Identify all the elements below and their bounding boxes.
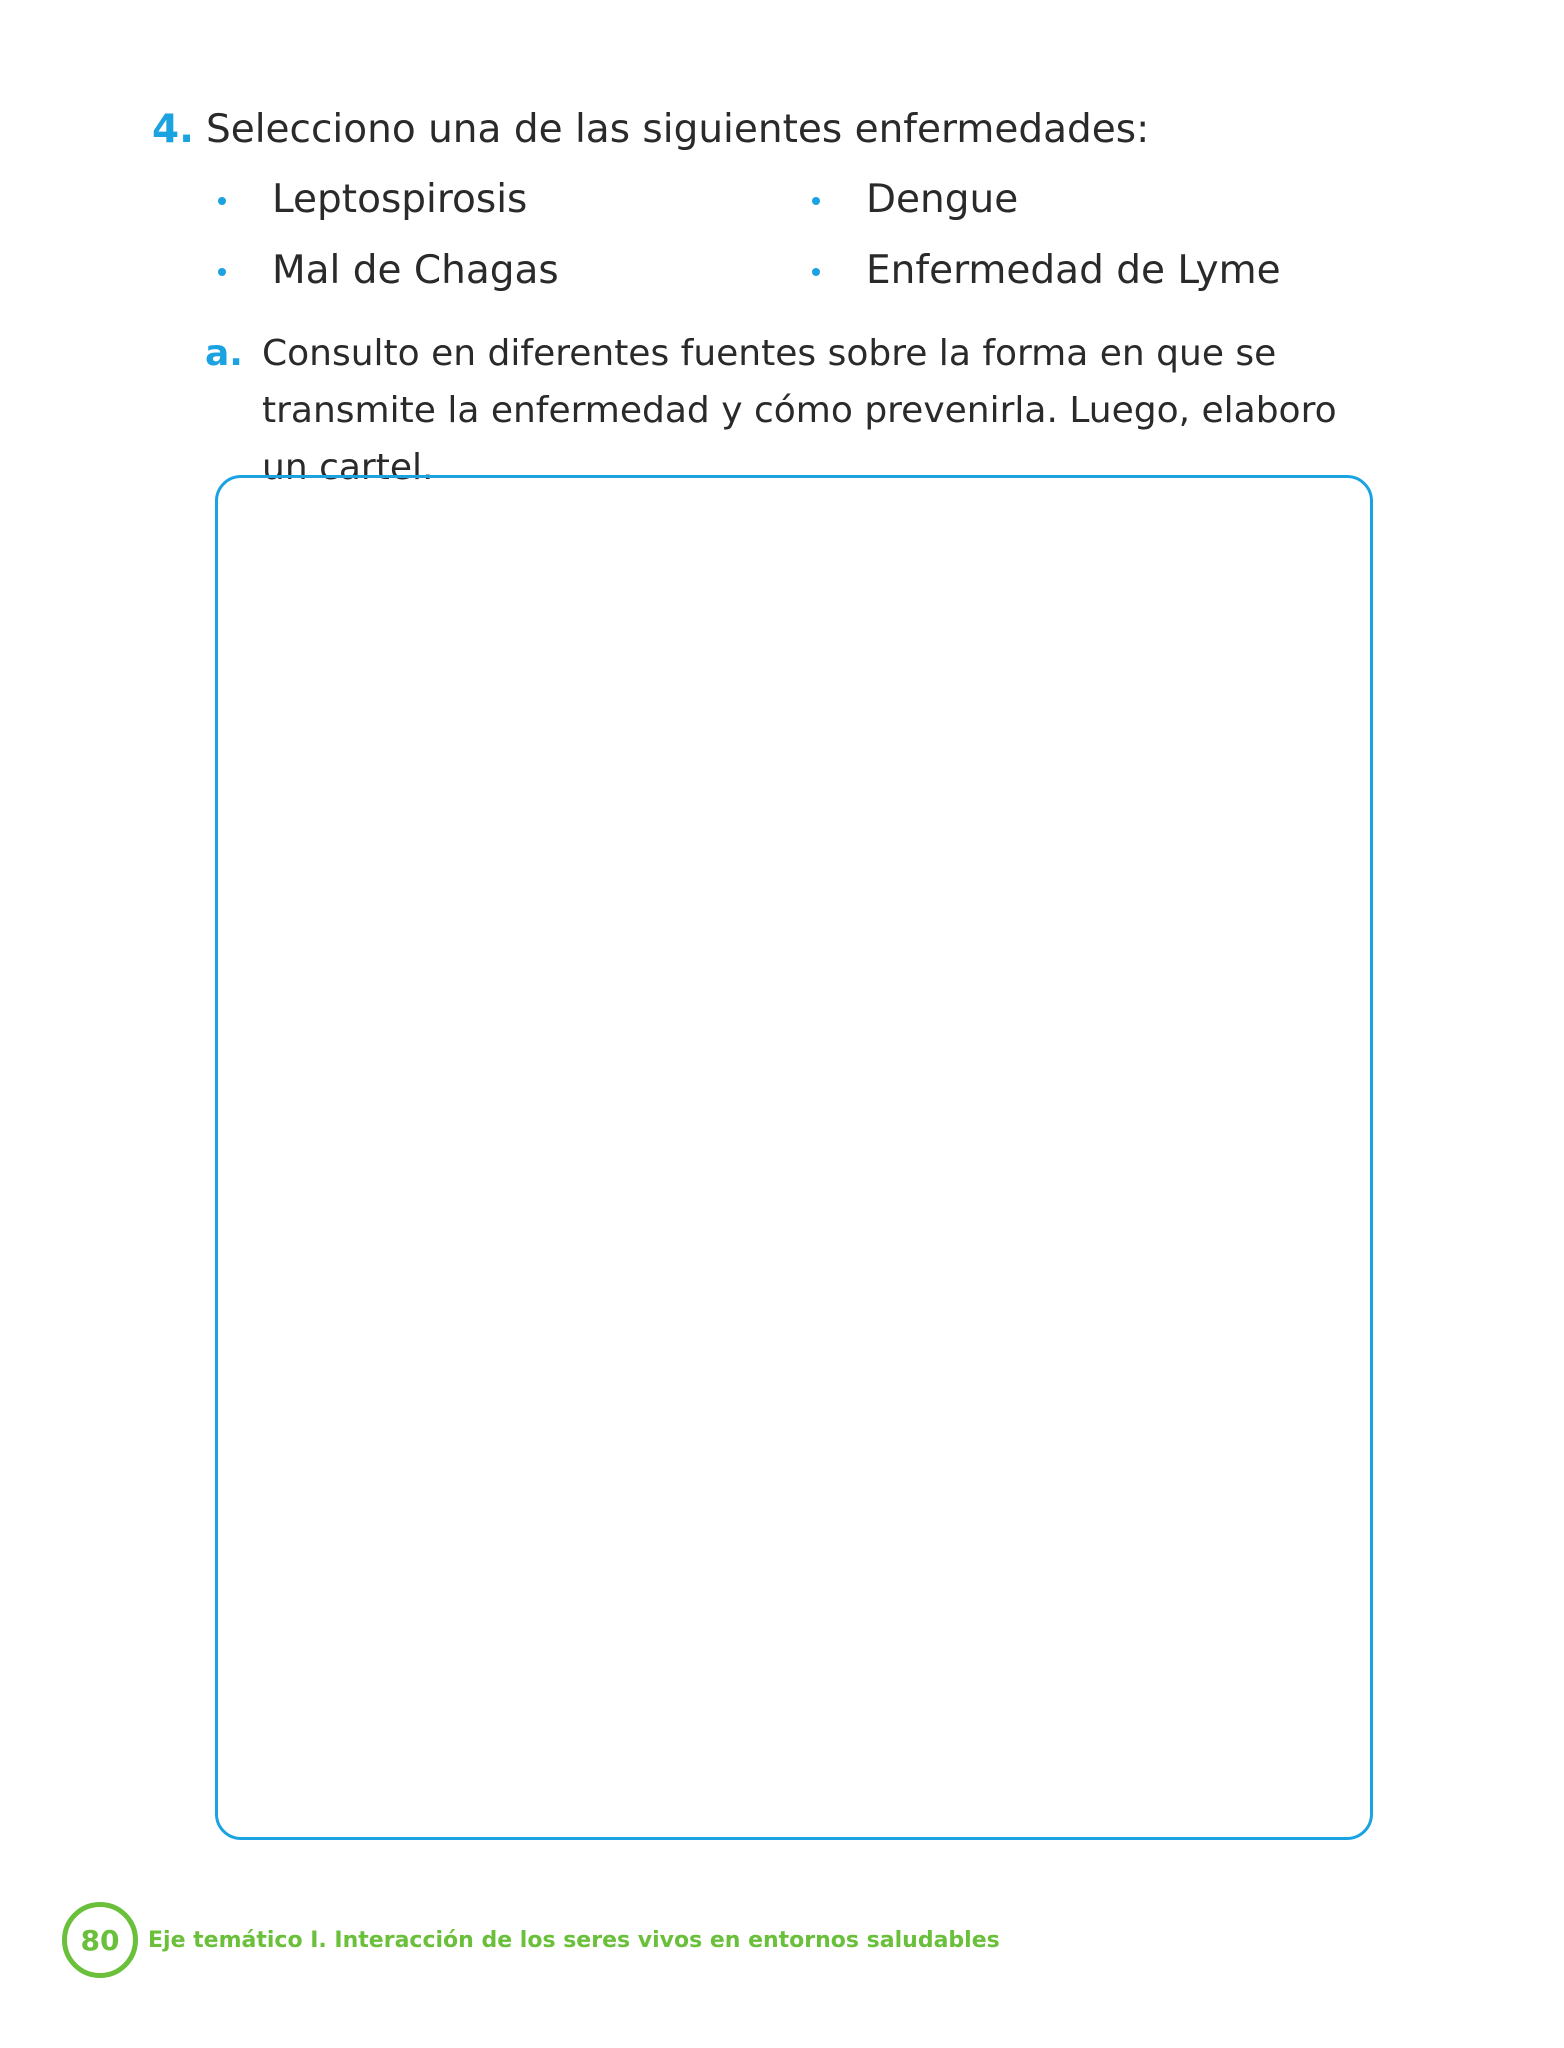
bullet-icon [812,197,820,205]
footer-section-title: Eje temático I. Interacción de los seres vivos en entornos saludables [148,1927,1000,1953]
question-number: 4. [152,107,194,152]
poster-answer-area[interactable] [215,475,1373,1840]
option-enfermedad-de-lyme: Enfermedad de Lyme [866,248,1281,293]
bullet-icon [218,268,226,276]
option-leptospirosis: Leptospirosis [272,177,528,222]
subquestion-a [205,325,1385,496]
bullet-icon [218,197,226,205]
subquestion-text: Consulto en diferentes fuentes sobre la forma en que se transmite la enfermedad y cómo prevenirla. Luego, elaboro un cartel. [262,333,1337,488]
question-text: Selecciono una de las siguientes enfermedades: [205,107,1150,152]
option-dengue: Dengue [866,177,1019,222]
page-footer [62,1900,1000,1980]
page-number-badge [62,1902,138,1978]
page-number: 80 [80,1923,120,1957]
bullet-icon [812,268,820,276]
subquestion-letter: a. [205,333,243,374]
question-4 [152,104,1149,156]
option-mal-de-chagas: Mal de Chagas [272,248,559,293]
